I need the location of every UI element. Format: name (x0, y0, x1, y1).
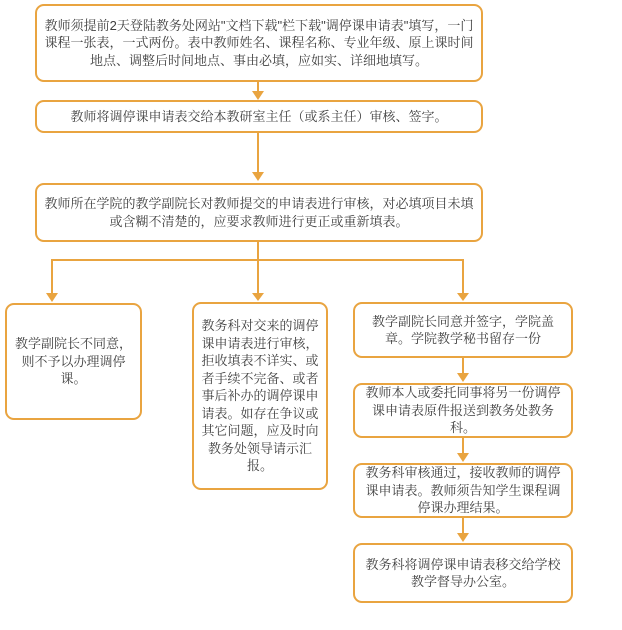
node-label: 教学副院长不同意，则不予以办理调停课。 (14, 336, 132, 387)
node-label: 教务科审核通过，接收教师的调停课申请表。教师须告知学生课程调停课办理结果。 (365, 465, 561, 516)
node-vice-dean-disagree (5, 303, 142, 420)
arrowhead-down-icon (252, 91, 264, 100)
node-submit-to-department-head (35, 100, 483, 133)
connector-branch-bar (52, 242, 463, 260)
node-label: 教务科对交来的调停课申请表进行审核，拒收填表不详实、或者手续不完备、或者事后补办的调停课申请表。如存在争议或其它问题，应及时向教务处领导请示汇报。 (201, 318, 319, 474)
node-prepare-application-form (35, 4, 483, 82)
connector-approve-deliver (457, 358, 469, 382)
node-label: 教师本人或委托同事将另一份调停课申请表原件报送到教务处教务科。 (365, 385, 561, 436)
connector-step3-reject (46, 259, 58, 302)
node-label: 教学副院长同意并签字，学院盖章。学院教学秘书留存一份 (371, 313, 554, 346)
node-academic-section-review (192, 302, 328, 490)
arrowhead-down-icon (457, 373, 469, 382)
connector-deliver-accept (457, 438, 469, 462)
node-deliver-original-copy (353, 383, 573, 438)
node-vice-dean-review (35, 183, 483, 242)
connector-step3-approve (457, 259, 469, 301)
connector-step2-step3 (252, 133, 264, 181)
arrowhead-down-icon (457, 533, 469, 542)
node-vice-dean-agree-sign (353, 302, 573, 358)
node-accept-and-notify-students (353, 463, 573, 518)
node-label: 教务科将调停课申请表移交给学校教学督导办公室。 (365, 556, 561, 589)
arrowhead-down-icon (457, 293, 469, 301)
node-label: 教师所在学院的教学副院长对教师提交的申请表进行审核，对必填项目未填或含糊不清楚的，应要求教师进行更正或重新填表。 (44, 196, 474, 229)
connector-accept-transfer (457, 518, 469, 542)
connector-step3-review (252, 260, 264, 301)
arrowhead-down-icon (457, 453, 469, 462)
node-label: 教师须提前2天登陆教务处网站"文档下载"栏下载"调停课申请表"填写，一门课程一张表，一式两份。表中教师姓名、课程名称、专业年级、原上课时间地点、调整后时间地点、事由必填，应如实、详细地填写。 (44, 17, 474, 68)
arrowhead-down-icon (252, 172, 264, 181)
node-label: 教师将调停课申请表交给本教研室主任（或系主任）审核、签字。 (70, 108, 448, 124)
connector-step1-step2 (252, 82, 264, 100)
arrowhead-down-icon (252, 293, 264, 301)
arrowhead-down-icon (46, 293, 58, 302)
node-transfer-to-supervision-office (353, 543, 573, 603)
